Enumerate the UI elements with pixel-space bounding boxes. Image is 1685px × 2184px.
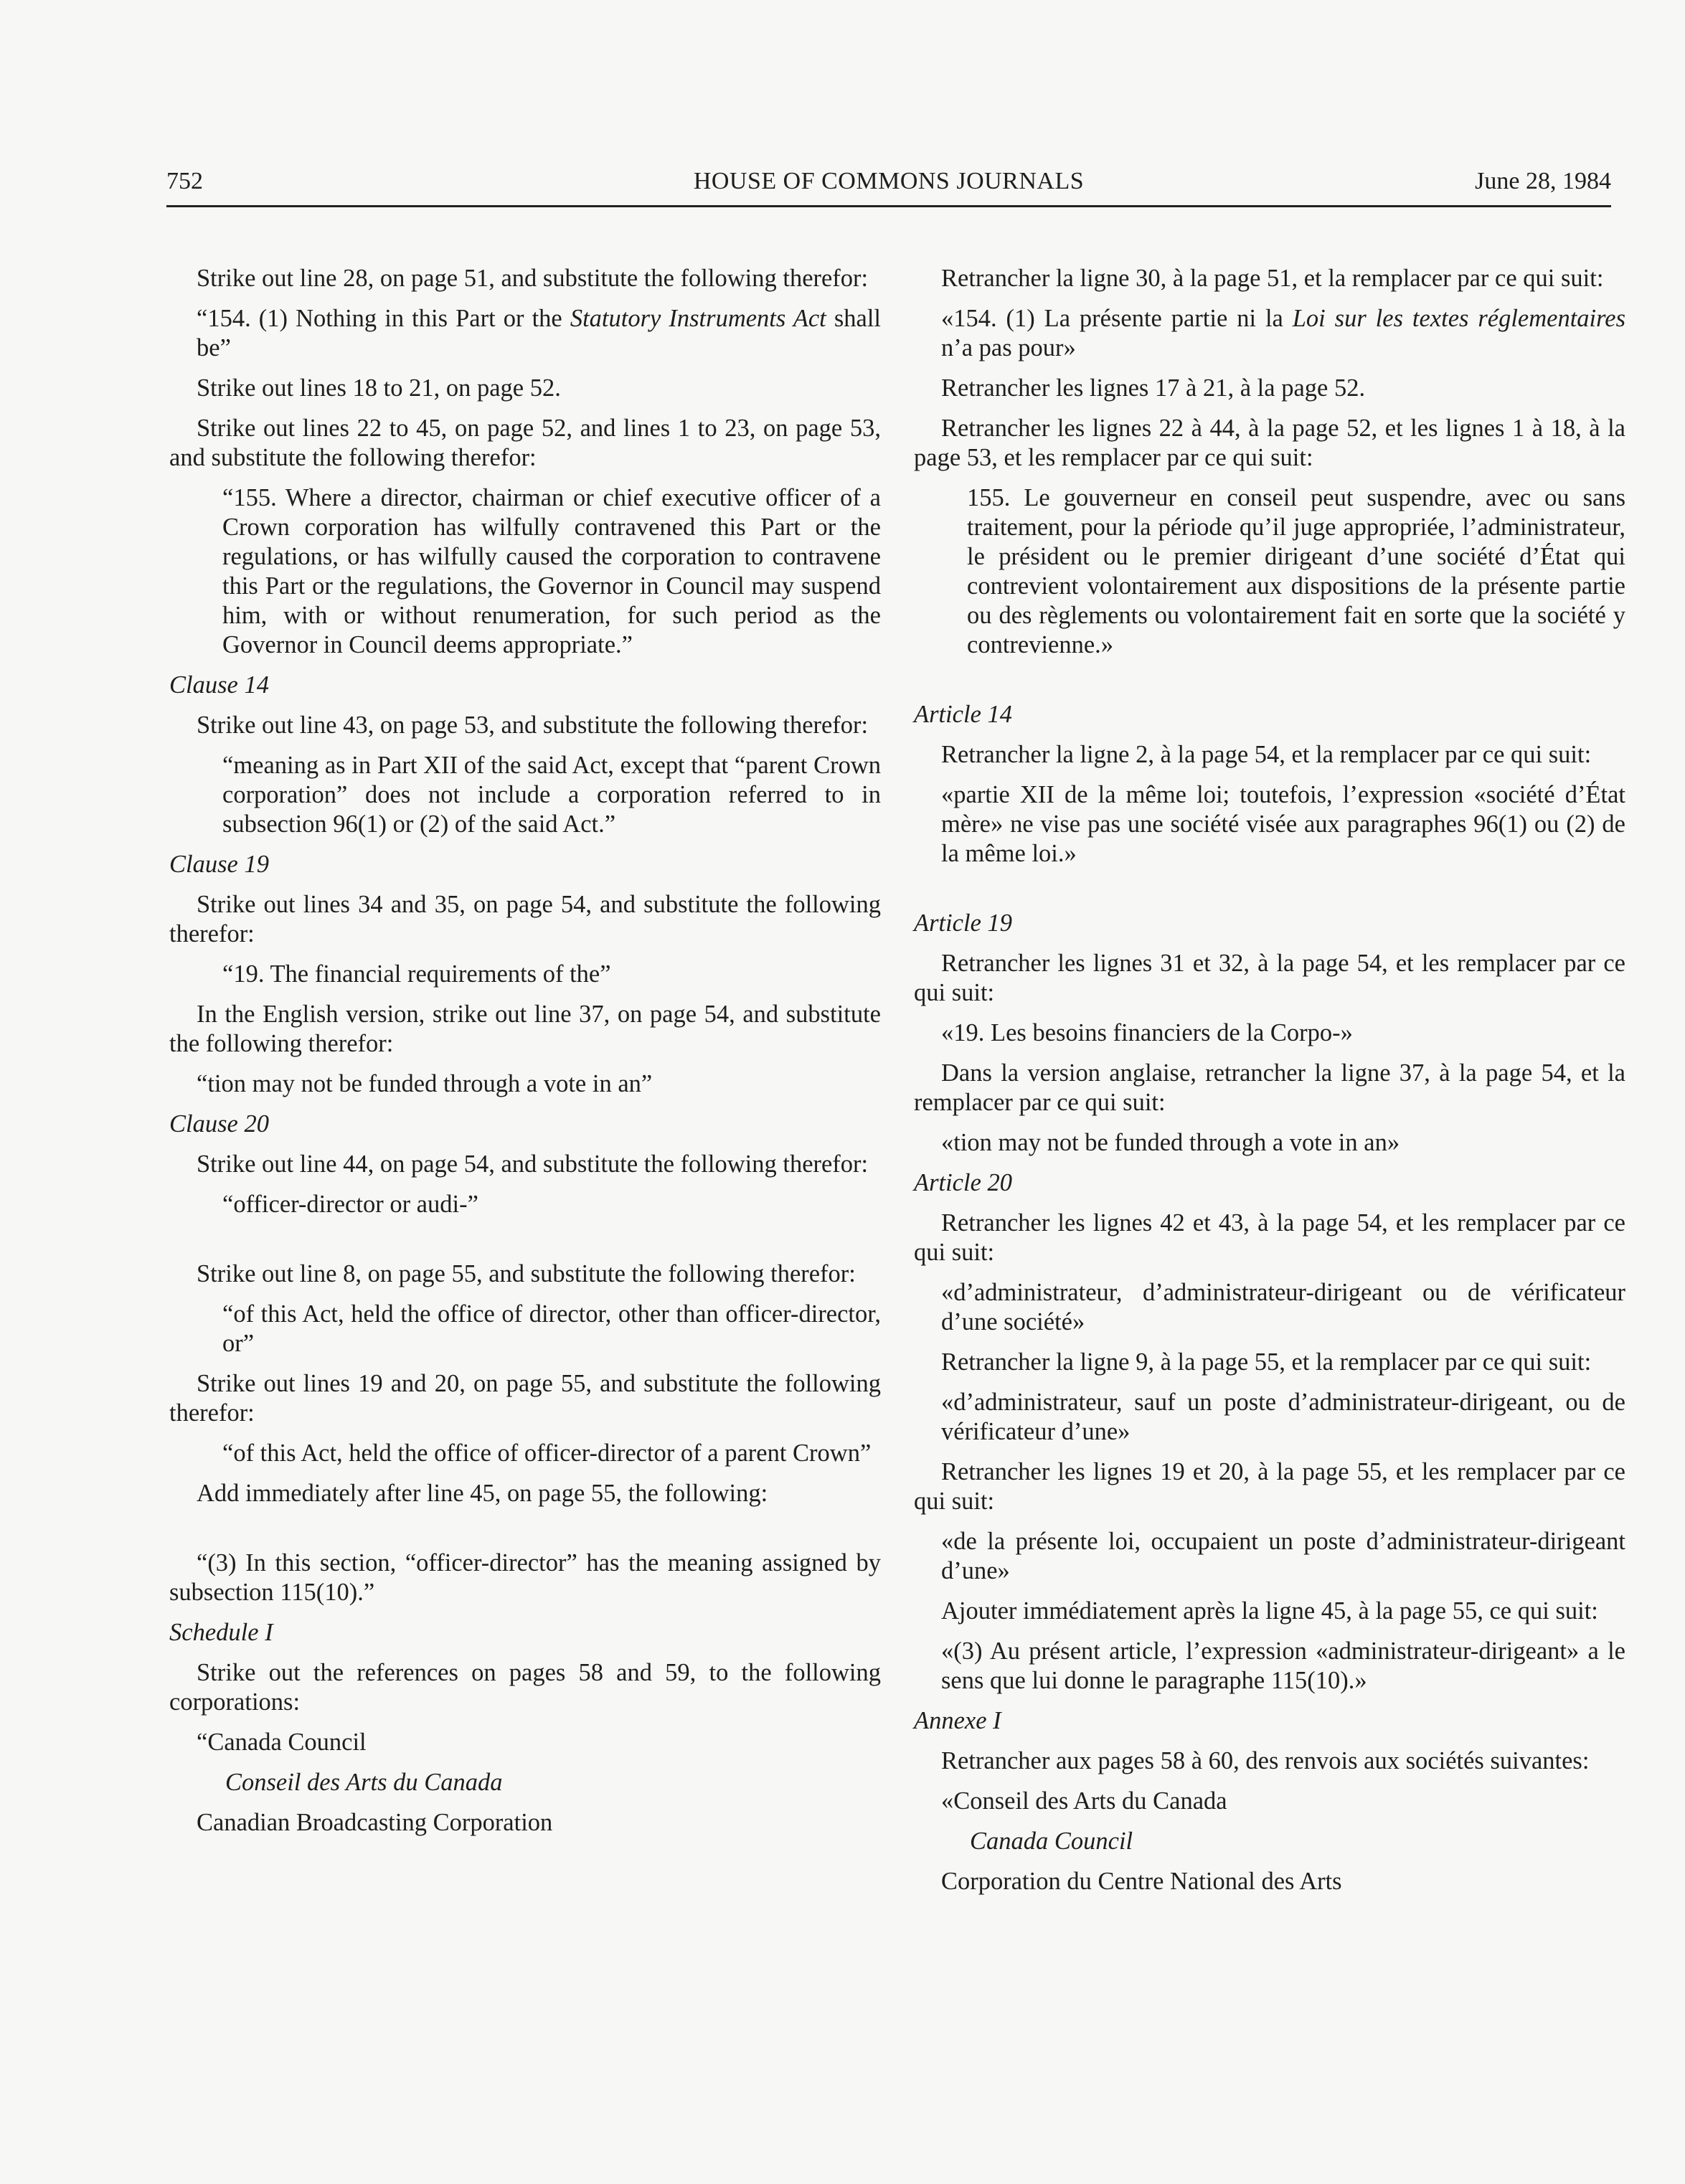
quoted-text: «partie XII de la même loi; toutefois, l’expression «société d’État mère» ne vise pas une société visée aux paragraphes 96(1) ou (2) de la même loi.» <box>941 781 1625 867</box>
corporation-name: Conseil des Arts du Canada <box>225 1769 503 1796</box>
journal-title: HOUSE OF COMMONS JOURNALS <box>693 168 1085 194</box>
amendment-paragraph: Retrancher les lignes 22 à 44, à la page 52, et les lignes 1 à 18, à la page 53, et les remplacer par ce qui suit: <box>914 415 1625 471</box>
clause-heading: Annexe I <box>914 1707 1001 1734</box>
quoted-text: “officer-director or audi-” <box>222 1191 478 1218</box>
quoted-text: “of this Act, held the office of officer-director of a parent Crown” <box>222 1440 872 1467</box>
amendment-paragraph: Retrancher les lignes 42 et 43, à la page 54, et les remplacer par ce qui suit: <box>914 1209 1625 1266</box>
page-number: 752 <box>166 168 203 194</box>
corporation-name: Canadian Broadcasting Corporation <box>197 1809 553 1836</box>
amendment-paragraph: Strike out lines 19 and 20, on page 55, and substitute the following therefor: <box>169 1370 881 1427</box>
amendment-paragraph: Strike out line 28, on page 51, and substitute the following therefor: <box>197 265 869 292</box>
clause-heading: Article 14 <box>914 701 1013 728</box>
amendment-paragraph: Retrancher aux pages 58 à 60, des renvois aux sociétés suivantes: <box>941 1747 1590 1774</box>
quoted-text: «(3) Au présent article, l’expression «administrateur-dirigeant» a le sens que lui donne le paragraphe 115(10).» <box>941 1637 1625 1694</box>
corporation-name: Canada Council <box>970 1828 1133 1855</box>
header-rule <box>166 205 1611 207</box>
amendment-paragraph: Strike out line 43, on page 53, and substitute the following therefor: <box>197 712 869 739</box>
amendment-paragraph: Retrancher les lignes 19 et 20, à la page 55, et les remplacer par ce qui suit: <box>914 1458 1625 1515</box>
amendment-paragraph: Dans la version anglaise, retrancher la ligne 37, à la page 54, et la remplacer par ce qui suit: <box>914 1059 1625 1116</box>
header-date: June 28, 1984 <box>1475 168 1611 194</box>
amendment-paragraph: Retrancher la ligne 2, à la page 54, et la remplacer par ce qui suit: <box>941 741 1592 768</box>
quoted-text: “19. The financial requirements of the” <box>222 960 611 988</box>
clause-heading: Clause 19 <box>169 851 269 878</box>
corporation-name: Corporation du Centre National des Arts <box>941 1868 1342 1895</box>
english-column <box>169 264 881 1848</box>
amendment-paragraph: Strike out line 8, on page 55, and substitute the following therefor: <box>197 1260 856 1287</box>
amendment-paragraph: Strike out line 44, on page 54, and substitute the following therefor: <box>197 1150 869 1178</box>
corporation-name: «Conseil des Arts du Canada <box>941 1787 1227 1815</box>
quoted-text: “(3) In this section, “officer-director” has the meaning assigned by subsection 115(10).” <box>169 1549 881 1606</box>
quoted-text: 155. Le gouverneur en conseil peut suspendre, avec ou sans traitement, pour la période qu’il juge appropriée, l’administrateur, le président ou le premier dirigeant d’une société d’État qui contrevient volontairement aux dispositions de la présente partie ou des règlements ou volontairement fait en sorte que la société y contrevienne.» <box>967 484 1625 658</box>
quoted-text: “meaning as in Part XII of the said Act, except that “parent Crown corporation” does not include a corporation referred to in subsection 96(1) or (2) of the said Act.” <box>222 752 881 838</box>
quoted-text: “154. (1) Nothing in this Part or the Statutory Instruments Act shall be” <box>197 305 881 361</box>
quoted-text: «tion may not be funded through a vote in an» <box>941 1129 1400 1156</box>
clause-heading: Clause 20 <box>169 1110 269 1138</box>
quoted-text: «de la présente loi, occupaient un poste d’administrateur-dirigeant d’une» <box>941 1528 1625 1584</box>
amendment-paragraph: Add immediately after line 45, on page 55, the following: <box>197 1480 768 1507</box>
page-header <box>166 168 1611 204</box>
amendment-paragraph: Ajouter immédiatement après la ligne 45, à la page 55, ce qui suit: <box>941 1597 1598 1625</box>
amendment-paragraph: Strike out lines 22 to 45, on page 52, and lines 1 to 23, on page 53, and substitute the following therefor: <box>169 415 881 471</box>
quoted-text: «d’administrateur, sauf un poste d’administrateur-dirigeant, ou de vérificateur d’une» <box>941 1389 1625 1445</box>
amendment-paragraph: In the English version, strike out line 37, on page 54, and substitute the following therefor: <box>169 1001 881 1057</box>
quoted-text: “155. Where a director, chairman or chief executive officer of a Crown corporation has wilfully contravened this Part or the regulations, or has wilfully caused the corporation to contravene this Part or the regulations, the Governor in Council may suspend him, with or without renumeration, for such period as the Governor in Council deems appropriate.” <box>222 484 881 658</box>
amendment-paragraph: Strike out lines 18 to 21, on page 52. <box>197 374 561 402</box>
quoted-text: “tion may not be funded through a vote in an” <box>197 1070 653 1097</box>
clause-heading: Article 19 <box>914 909 1013 937</box>
amendment-paragraph: Retrancher la ligne 9, à la page 55, et la remplacer par ce qui suit: <box>941 1348 1592 1376</box>
quoted-text: «d’administrateur, d’administrateur-dirigeant ou de vérificateur d’une société» <box>941 1279 1625 1336</box>
amendment-paragraph: Strike out lines 34 and 35, on page 54, and substitute the following therefor: <box>169 891 881 947</box>
clause-heading: Schedule I <box>169 1619 273 1646</box>
quoted-text: «154. (1) La présente partie ni la Loi sur les textes réglementaires n’a pas pour» <box>941 305 1625 361</box>
corporation-name: “Canada Council <box>197 1729 367 1756</box>
clause-heading: Clause 14 <box>169 671 269 699</box>
clause-heading: Article 20 <box>914 1169 1013 1196</box>
amendment-paragraph: Retrancher les lignes 17 à 21, à la page 52. <box>941 374 1366 402</box>
amendment-paragraph: Strike out the references on pages 58 and 59, to the following corporations: <box>169 1659 881 1716</box>
quoted-text: “of this Act, held the office of director, other than officer-director, or” <box>222 1300 881 1357</box>
amendment-paragraph: Retrancher les lignes 31 et 32, à la page 54, et les remplacer par ce qui suit: <box>914 950 1625 1006</box>
quoted-text: «19. Les besoins financiers de la Corpo-» <box>941 1019 1353 1046</box>
amendment-paragraph: Retrancher la ligne 30, à la page 51, et la remplacer par ce qui suit: <box>941 265 1604 292</box>
french-column <box>914 264 1625 1907</box>
